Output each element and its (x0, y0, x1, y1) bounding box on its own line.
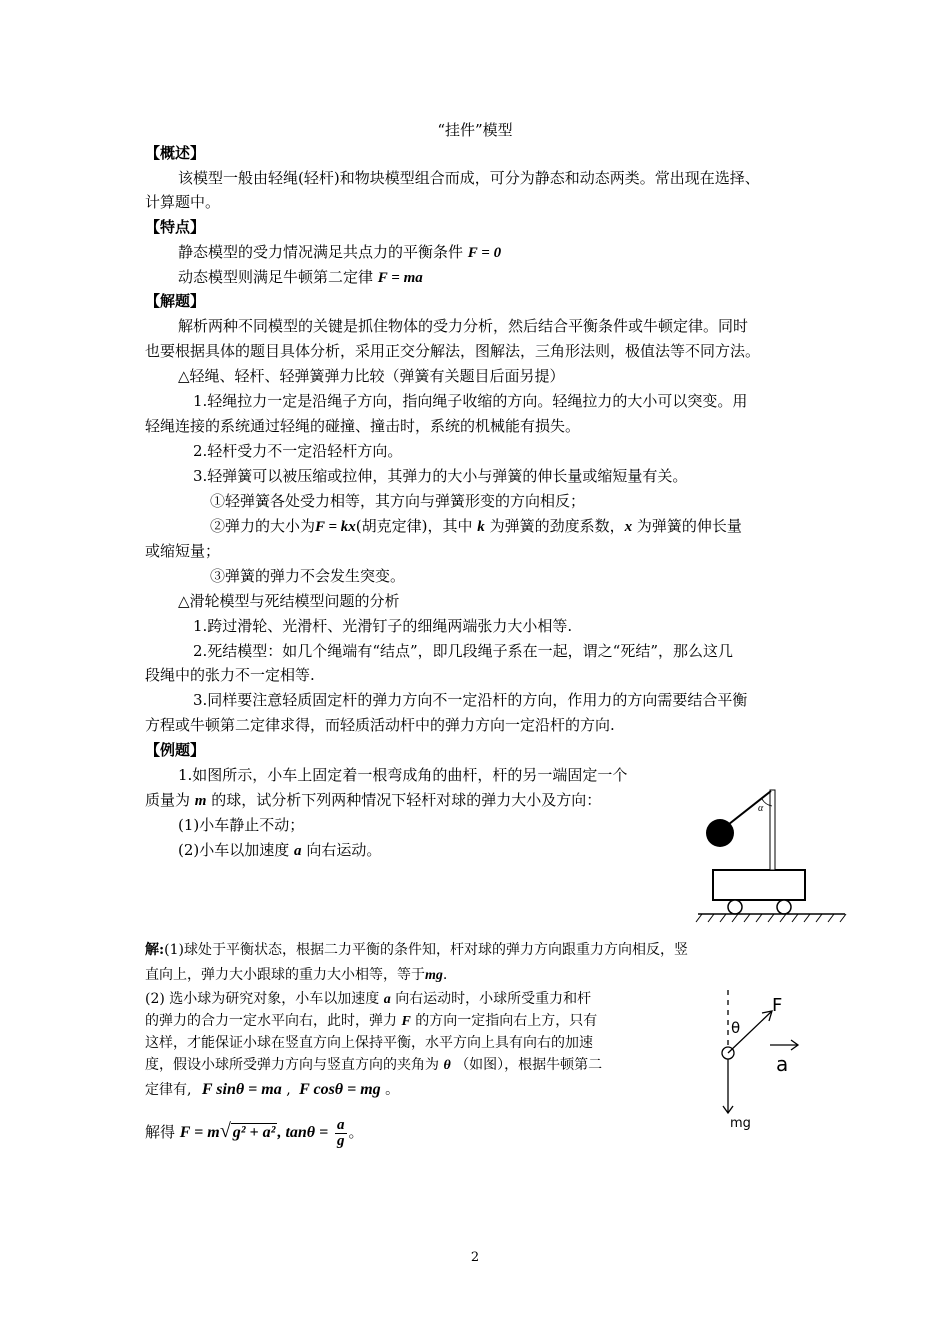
features-line-2-text: 动态模型则满足牛顿第二定律 (178, 268, 374, 286)
example-q-line-2-post: 的球，试分析下列两种情况下轻杆对球的弹力大小及方向： (211, 791, 602, 809)
rod-item: 2.轻杆受力不一定沿轻杆方向。 (193, 442, 403, 460)
solution-part2-line-2 (145, 1011, 597, 1032)
section-1-title: △轻绳、轻杆、轻弹簧弹力比较（弹簧有关题目后面另提） (178, 367, 565, 385)
ball (706, 819, 734, 847)
static-equilibrium-formula: F = 0 (467, 245, 502, 261)
features-heading: 【特点】 (145, 218, 206, 236)
spring-sub-2-b: (胡克定律)，其中 (355, 517, 473, 535)
dead-knot-line-1: 2.死结模型：如几个绳端有“结点”，即几段绳子系在一起，谓之“死结”，那么这几 (193, 642, 733, 660)
result-tan: , tanθ = (277, 1124, 329, 1141)
cart-body (713, 870, 805, 900)
page-title: “挂件”模型 (437, 121, 513, 139)
newton-second-law-formula: F = ma (377, 270, 423, 286)
solution-part2-line-4 (145, 1055, 602, 1076)
angle-alpha-label: α (758, 803, 764, 814)
dead-knot-line-2: 段绳中的张力不一定相等. (145, 666, 315, 684)
result-pre: 解得 (145, 1123, 176, 1141)
part2-line-5-pre: 定律有, (145, 1082, 192, 1098)
var-mg: mg (425, 968, 443, 983)
example-case-2-post: 向右运动。 (306, 841, 382, 859)
sqrt-sign: √ (219, 1120, 231, 1142)
result-F: F = m (179, 1124, 220, 1141)
eq-period: 。 (385, 1082, 400, 1098)
part2-line-4-post: （如图），根据牛顿第二 (455, 1057, 603, 1073)
ground-hatch (696, 914, 846, 922)
features-line-1 (178, 242, 501, 263)
solution-part2-line-5 (145, 1080, 399, 1100)
fraction-denominator: g (337, 1132, 345, 1149)
solution-line-2-end: . (442, 967, 448, 983)
spring-sub-1: ①轻弹簧各处受力相等，其方向与弹簧形变的方向相反； (210, 492, 586, 510)
angle-theta-label: θ (731, 1019, 741, 1037)
solution-part2-line-3: 这样，才能保证小球在竖直方向上保持平衡，水平方向上具有向右的加速 (145, 1035, 593, 1051)
force-F-label: F (772, 995, 783, 1016)
pulley-item-1: 1.跨过滑轮、光滑杆、光滑钉子的细绳两端张力大小相等. (193, 617, 573, 635)
cart-figure (690, 770, 850, 930)
spring-sub-2-a: ②弹力的大小为 (210, 517, 316, 535)
spring-sub-2-cont: 或缩短量； (145, 542, 221, 560)
var-m: m (194, 793, 207, 809)
acceleration-label: a (776, 1052, 789, 1076)
fixed-rod-line-1: 3.同样要注意轻质固定杆的弹力方向不一定沿杆的方向，作用力的方向需要结合平衡 (193, 691, 748, 709)
cart-wheel-right (777, 900, 791, 914)
features-line-2 (178, 267, 423, 288)
part2-line-2-pre: 的弹力的合力一定水平向右，此时，弹力 (145, 1013, 397, 1029)
example-q-line-1: 1.如图所示，小车上固定着一根弯成角的曲杆，杆的另一端固定一个 (178, 766, 628, 784)
example-q-line-2-pre: 质量为 (145, 791, 191, 809)
bent-rod (724, 791, 771, 828)
solving-line-2: 也要根据具体的题目具体分析，采用正交分解法，图解法，三角形法则，极值法等不同方法。 (145, 342, 761, 360)
part2-line-1-pre: (2) 选小球为研究对象，小车以加速度 (145, 991, 380, 1007)
var-a: a (294, 843, 302, 859)
rope-item-line-1: 1.轻绳拉力一定是沿绳子方向，指向绳子收缩的方向。轻绳拉力的大小可以突变。用 (193, 392, 748, 410)
var-theta: θ (443, 1058, 451, 1073)
example-case-2-pre: (2)小车以加速度 (178, 841, 290, 859)
cart-wheel-left (728, 900, 742, 914)
var-x: x (624, 519, 633, 535)
fraction-numerator: a (337, 1116, 345, 1133)
spring-item: 3.轻弹簧可以被压缩或拉伸，其弹力的大小与弹簧的伸长量或缩短量有关。 (193, 467, 688, 485)
example-case-2 (178, 840, 381, 861)
part2-line-2-post: 的方向一定指向右上方，只有 (415, 1013, 598, 1029)
solution-line-1 (145, 940, 688, 960)
overview-line-1: 该模型一般由轻绳(轻杆)和物块模型组合而成，可分为静态和动态两类。常出现在选择、 (178, 169, 760, 187)
section-2-title: △滑轮模型与死结模型问题的分析 (178, 592, 400, 610)
features-line-1-text: 静态模型的受力情况满足共点力的平衡条件 (178, 243, 464, 261)
eq-comma: , (286, 1082, 291, 1098)
var-F: F (401, 1014, 411, 1029)
part2-line-4-pre: 度，假设小球所受弹力方向与竖直方向的夹角为 (145, 1057, 439, 1073)
overview-line-2: 计算题中。 (145, 193, 221, 211)
overview-heading: 【概述】 (145, 144, 206, 162)
result-radicand: g² + a² (232, 1124, 276, 1141)
spring-sub-2-c: 为弹簧的劲度系数， (489, 517, 625, 535)
solution-line-1-text: (1)球处于平衡状态，根据二力平衡的条件知，杆对球的弹力方向跟重力方向相反，竖 (164, 942, 689, 958)
equation-vertical: F cosθ = mg (299, 1081, 381, 1098)
solving-line-1: 解析两种不同模型的关键是抓住物体的受力分析，然后结合平衡条件或牛顿定律。同时 (178, 317, 749, 335)
var-a-2: a (383, 992, 391, 1007)
vertical-rod (770, 790, 775, 870)
force-diagram (700, 985, 810, 1145)
spring-sub-2-d: 为弹簧的伸长量 (636, 517, 742, 535)
equation-horizontal: F sinθ = ma (201, 1081, 282, 1098)
gravity-label: mg (730, 1116, 751, 1131)
var-k: k (477, 519, 485, 535)
spring-sub-2 (210, 516, 742, 537)
solution-line-2 (145, 965, 447, 986)
example-case-1: (1)小车静止不动； (178, 816, 305, 834)
solution-label: 解: (145, 942, 165, 958)
solution-part2-line-1 (145, 989, 591, 1010)
fixed-rod-line-2: 方程或牛顿第二定律求得，而轻质活动杆中的弹力方向一定沿杆的方向. (145, 716, 615, 734)
solving-heading: 【解题】 (145, 292, 206, 310)
part2-line-1-post: 向右运动时，小球所受重力和杆 (395, 991, 592, 1007)
solution-line-2-pre: 直向上，弹力大小跟球的重力大小相等，等于 (145, 967, 425, 983)
example-heading: 【例题】 (145, 741, 206, 759)
example-q-line-2 (145, 790, 601, 811)
page-number: 2 (470, 1250, 480, 1265)
hooke-formula: F = kx (315, 519, 356, 535)
solution-result (145, 1114, 364, 1150)
result-end: 。 (348, 1123, 364, 1141)
spring-sub-3: ③弹簧的弹力不会发生突变。 (210, 567, 406, 585)
tan-fraction (335, 1118, 347, 1149)
rope-item-line-2: 轻绳连接的系统通过轻绳的碰撞、撞击时，系统的机械能有损失。 (145, 417, 581, 435)
